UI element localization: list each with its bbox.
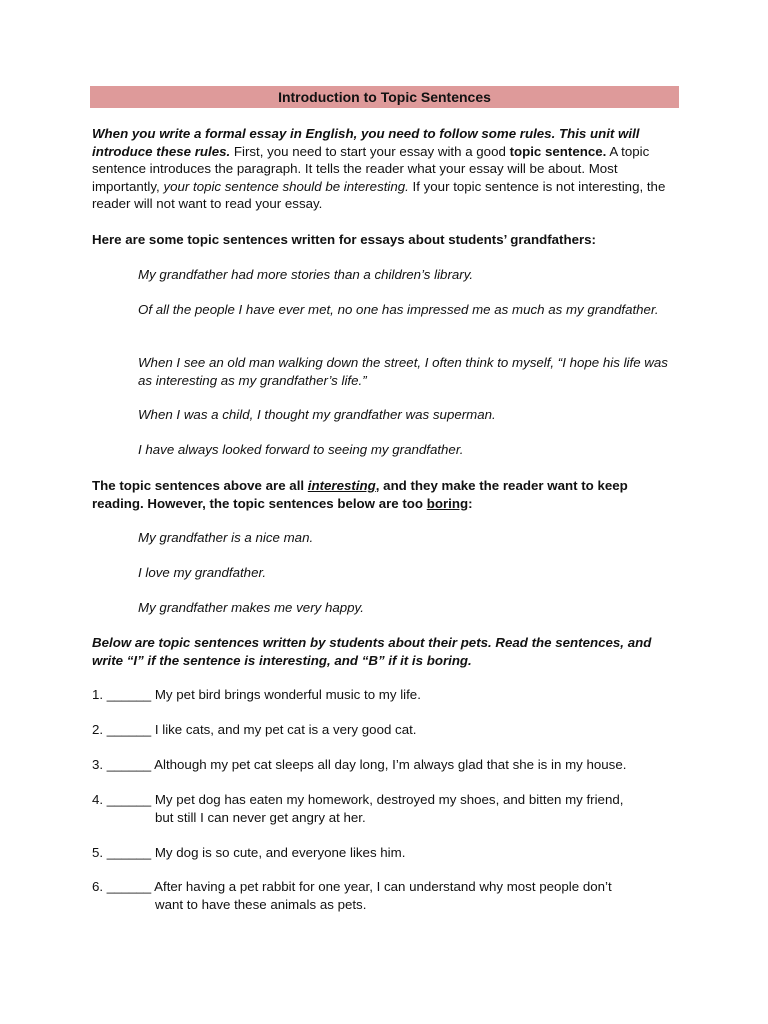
item-sentence: After having a pet rabbit for one year, I can understand why most people don’t: [154, 879, 612, 894]
intro-bold-term: topic sentence.: [509, 143, 607, 159]
boring-example: I love my grandfather.: [138, 565, 267, 580]
interesting-example: I have always looked forward to seeing my grandfather.: [138, 442, 464, 457]
boring-example: My grandfather is a nice man.: [138, 530, 314, 545]
item-blank[interactable]: 4. ______: [92, 792, 155, 807]
item-blank[interactable]: 1. ______: [92, 687, 155, 702]
item-blank[interactable]: 5. ______: [92, 845, 155, 860]
item-sentence: My dog is so cute, and everyone likes him.: [154, 845, 406, 860]
interesting-example: Of all the people I have ever met, no one has impressed me as much as my grandfather.: [138, 302, 659, 317]
item-sentence: I like cats, and my pet cat is a very good cat.: [154, 722, 417, 737]
exercise-instructions: Below are topic sentences written by students about their pets. Read the sentences, and write “I” if the sentence is interesting, and “B” if it is boring.: [92, 635, 652, 668]
contrast-text-1: The topic sentences above are all: [92, 478, 308, 493]
intro-paragraph: [92, 125, 682, 213]
exercise-item: [92, 756, 682, 774]
interesting-word: interesting: [307, 478, 376, 493]
item-sentence-continuation: want to have these animals as pets.: [155, 896, 367, 912]
intro-text-1: First, you need to start your essay with a good: [230, 143, 510, 159]
intro-bold-italic: When you write a formal essay in English, you need to follow some rules. This unit will introduce these rules.: [92, 126, 640, 159]
contrast-text-2: , and they make the reader want to keep reading. However, the topic sentences below are too: [92, 478, 628, 511]
interesting-example: When I see an old man walking down the street, I often think to myself, “I hope his life was as interesting as my grandfather’s life.”: [138, 355, 668, 388]
item-blank[interactable]: 3. ______: [92, 757, 155, 772]
intro-text-2: A topic sentence introduces the paragraph. It tells the reader what your essay will be about. Most importantly,: [92, 143, 650, 194]
interesting-example: My grandfather had more stories than a children’s library.: [138, 267, 474, 282]
page-title: Introduction to Topic Sentences: [90, 86, 679, 108]
contrast-paragraph: [92, 477, 682, 512]
exercise-item: [92, 721, 682, 739]
item-sentence-continuation: but still I can never get angry at her.: [155, 809, 366, 825]
item-blank[interactable]: 6. ______: [92, 879, 155, 894]
item-sentence: Although my pet cat sleeps all day long, I’m always glad that she is in my house.: [154, 757, 627, 772]
intro-italic-part: your topic sentence should be interesting.: [163, 178, 409, 194]
boring-word: boring: [426, 495, 469, 511]
exercise-item: [92, 844, 682, 862]
exercise-item: [92, 791, 682, 826]
interesting-example: When I was a child, I thought my grandfather was superman.: [138, 407, 496, 422]
item-blank[interactable]: 2. ______: [92, 722, 155, 737]
intro-text-3: If your topic sentence is not interesting, the reader will not want to read your essay.: [92, 178, 666, 211]
item-sentence: My pet bird brings wonderful music to my life.: [154, 687, 421, 702]
examples-heading: Here are some topic sentences written for essays about students’ grandfathers:: [92, 232, 596, 247]
item-sentence: My pet dog has eaten my homework, destroyed my shoes, and bitten my friend,: [154, 792, 624, 807]
exercise-item: [92, 878, 682, 913]
boring-example: My grandfather makes me very happy.: [138, 600, 364, 615]
exercise-item: [92, 686, 682, 704]
contrast-text-3: :: [468, 495, 473, 511]
